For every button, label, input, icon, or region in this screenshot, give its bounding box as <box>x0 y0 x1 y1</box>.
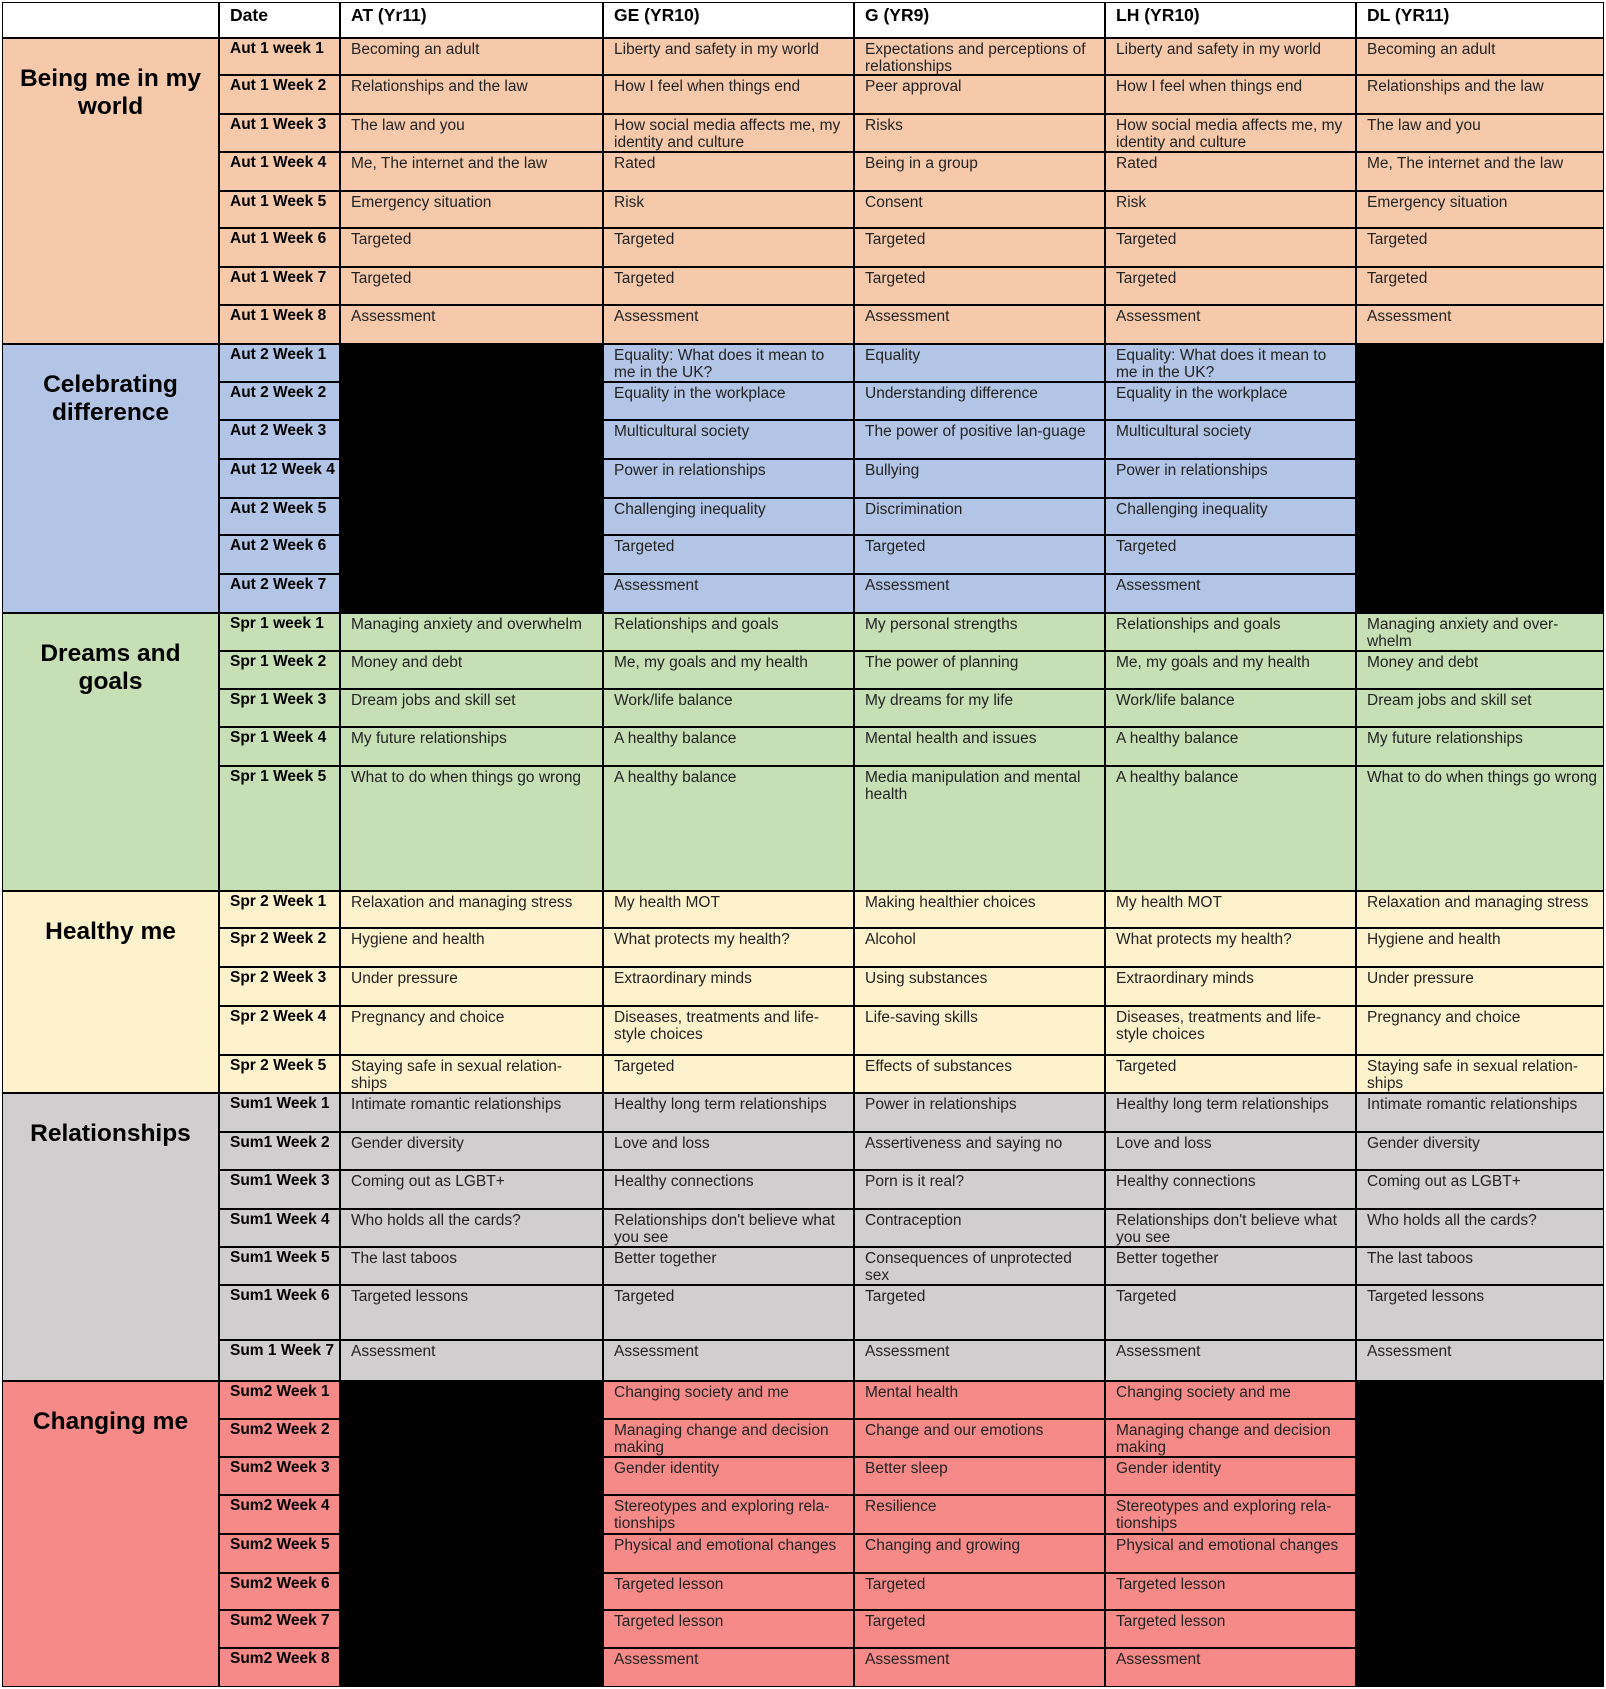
date-cell: Aut 2 Week 6 <box>219 535 340 574</box>
lesson-cell: Staying safe in sexual relation-ships <box>1356 1055 1604 1093</box>
lesson-cell: Stereotypes and exploring rela-tionships <box>603 1495 854 1534</box>
lesson-cell: Intimate romantic relationships <box>1356 1093 1604 1132</box>
section-title: Relationships <box>2 1093 219 1381</box>
date-cell: Sum2 Week 4 <box>219 1495 340 1534</box>
date-cell: Sum1 Week 4 <box>219 1209 340 1247</box>
lesson-cell: Risk <box>1105 191 1356 228</box>
date-cell: Sum2 Week 8 <box>219 1648 340 1687</box>
lesson-cell: Targeted <box>854 1285 1105 1340</box>
lesson-cell: Targeted <box>340 267 603 305</box>
empty-cell <box>340 1495 603 1534</box>
empty-cell <box>1356 459 1604 498</box>
lesson-cell: Discrimination <box>854 498 1105 535</box>
lesson-cell: Contraception <box>854 1209 1105 1247</box>
lesson-cell: Assessment <box>1356 305 1604 344</box>
lesson-cell: Porn is it real? <box>854 1170 1105 1209</box>
lesson-cell: Assessment <box>1105 1340 1356 1381</box>
lesson-cell: Money and debt <box>340 651 603 689</box>
lesson-cell: Assessment <box>854 574 1105 613</box>
lesson-cell: Being in a group <box>854 152 1105 191</box>
date-cell: Aut 1 Week 4 <box>219 152 340 191</box>
date-cell: Sum1 Week 3 <box>219 1170 340 1209</box>
lesson-cell: Making healthier choices <box>854 891 1105 928</box>
lesson-cell: Healthy connections <box>603 1170 854 1209</box>
lesson-cell: Work/life balance <box>603 689 854 727</box>
lesson-cell: Emergency situation <box>340 191 603 228</box>
lesson-cell: Alcohol <box>854 928 1105 967</box>
lesson-cell: Media manipulation and mental health <box>854 766 1105 891</box>
lesson-cell: Multicultural society <box>1105 420 1356 459</box>
lesson-cell: Relationships and the law <box>1356 75 1604 114</box>
header-blank-cell <box>2 2 219 38</box>
lesson-cell: Assessment <box>854 1648 1105 1687</box>
date-cell: Sum1 Week 6 <box>219 1285 340 1340</box>
lesson-cell: Who holds all the cards? <box>340 1209 603 1247</box>
lesson-cell: How I feel when things end <box>1105 75 1356 114</box>
empty-cell <box>1356 1381 1604 1419</box>
lesson-cell: A healthy balance <box>603 727 854 766</box>
lesson-cell: Better together <box>1105 1247 1356 1285</box>
date-cell: Spr 2 Week 5 <box>219 1055 340 1093</box>
lesson-cell: Physical and emotional changes <box>603 1534 854 1573</box>
lesson-cell: Me, The internet and the law <box>340 152 603 191</box>
lesson-cell: A healthy balance <box>603 766 854 891</box>
lesson-cell: What protects my health? <box>1105 928 1356 967</box>
lesson-cell: Better together <box>603 1247 854 1285</box>
lesson-cell: Assessment <box>603 1648 854 1687</box>
lesson-cell: Targeted <box>1105 1055 1356 1093</box>
header-column: AT (Yr11) <box>340 2 603 38</box>
lesson-cell: Managing change and decision making <box>603 1419 854 1457</box>
empty-cell <box>340 1381 603 1419</box>
lesson-cell: The law and you <box>1356 114 1604 152</box>
lesson-cell: Changing society and me <box>603 1381 854 1419</box>
lesson-cell: Me, The internet and the law <box>1356 152 1604 191</box>
lesson-cell: Healthy connections <box>1105 1170 1356 1209</box>
empty-cell <box>340 498 603 535</box>
lesson-cell: Liberty and safety in my world <box>1105 38 1356 75</box>
lesson-cell: Mental health and issues <box>854 727 1105 766</box>
empty-cell <box>340 1648 603 1687</box>
lesson-cell: Effects of substances <box>854 1055 1105 1093</box>
lesson-cell: Bullying <box>854 459 1105 498</box>
lesson-cell: Risk <box>603 191 854 228</box>
date-cell: Aut 12 Week 4 <box>219 459 340 498</box>
header-column: DL (YR11) <box>1356 2 1604 38</box>
lesson-cell: Managing change and decision making <box>1105 1419 1356 1457</box>
lesson-cell: Targeted <box>1105 1285 1356 1340</box>
lesson-cell: Power in relationships <box>1105 459 1356 498</box>
date-cell: Spr 2 Week 2 <box>219 928 340 967</box>
lesson-cell: Understanding difference <box>854 382 1105 420</box>
lesson-cell: Risks <box>854 114 1105 152</box>
lesson-cell: Assessment <box>1105 574 1356 613</box>
lesson-cell: My future relationships <box>340 727 603 766</box>
lesson-cell: Coming out as LGBT+ <box>1356 1170 1604 1209</box>
lesson-cell: Power in relationships <box>854 1093 1105 1132</box>
lesson-cell: My personal strengths <box>854 613 1105 651</box>
lesson-cell: Assessment <box>603 1340 854 1381</box>
lesson-cell: A healthy balance <box>1105 727 1356 766</box>
date-cell: Aut 1 Week 6 <box>219 228 340 267</box>
lesson-cell: Relationships and the law <box>340 75 603 114</box>
lesson-cell: Challenging inequality <box>1105 498 1356 535</box>
lesson-cell: Assessment <box>854 1340 1105 1381</box>
lesson-cell: Change and our emotions <box>854 1419 1105 1457</box>
lesson-cell: Targeted lesson <box>603 1573 854 1610</box>
lesson-cell: Dream jobs and skill set <box>340 689 603 727</box>
empty-cell <box>1356 535 1604 574</box>
lesson-cell: Consequences of unprotected sex <box>854 1247 1105 1285</box>
lesson-cell: Me, my goals and my health <box>603 651 854 689</box>
date-cell: Spr 1 Week 3 <box>219 689 340 727</box>
lesson-cell: Work/life balance <box>1105 689 1356 727</box>
lesson-cell: Pregnancy and choice <box>340 1006 603 1055</box>
lesson-cell: Targeted <box>1105 228 1356 267</box>
date-cell: Sum1 Week 2 <box>219 1132 340 1170</box>
lesson-cell: Money and debt <box>1356 651 1604 689</box>
lesson-cell: Relaxation and managing stress <box>340 891 603 928</box>
lesson-cell: Targeted <box>854 1573 1105 1610</box>
empty-cell <box>1356 1495 1604 1534</box>
lesson-cell: Equality: What does it mean to me in the UK? <box>603 344 854 382</box>
date-cell: Sum2 Week 2 <box>219 1419 340 1457</box>
date-cell: Spr 2 Week 1 <box>219 891 340 928</box>
lesson-cell: Consent <box>854 191 1105 228</box>
lesson-cell: Pregnancy and choice <box>1356 1006 1604 1055</box>
lesson-cell: Coming out as LGBT+ <box>340 1170 603 1209</box>
date-cell: Aut 1 Week 7 <box>219 267 340 305</box>
lesson-cell: Equality <box>854 344 1105 382</box>
lesson-cell: How social media affects me, my identity and culture <box>1105 114 1356 152</box>
date-cell: Spr 1 Week 4 <box>219 727 340 766</box>
lesson-cell: Targeted <box>854 267 1105 305</box>
lesson-cell: Targeted lesson <box>603 1610 854 1648</box>
lesson-cell: Assessment <box>854 305 1105 344</box>
lesson-cell: Targeted lesson <box>1105 1610 1356 1648</box>
lesson-cell: Better sleep <box>854 1457 1105 1495</box>
date-cell: Aut 1 Week 8 <box>219 305 340 344</box>
lesson-cell: My dreams for my life <box>854 689 1105 727</box>
lesson-cell: Stereotypes and exploring rela-tionships <box>1105 1495 1356 1534</box>
date-cell: Spr 1 week 1 <box>219 613 340 651</box>
section-title: Being me in my world <box>2 38 219 344</box>
date-cell: Aut 1 week 1 <box>219 38 340 75</box>
empty-cell <box>340 459 603 498</box>
empty-cell <box>1356 574 1604 613</box>
lesson-cell: Targeted <box>854 1610 1105 1648</box>
lesson-cell: Managing anxiety and over-whelm <box>1356 613 1604 651</box>
lesson-cell: Assessment <box>340 305 603 344</box>
date-cell: Aut 2 Week 2 <box>219 382 340 420</box>
lesson-cell: Extraordinary minds <box>1105 967 1356 1006</box>
lesson-cell: Targeted <box>1105 267 1356 305</box>
lesson-cell: Targeted <box>854 228 1105 267</box>
lesson-cell: Relationships don't believe what you see <box>603 1209 854 1247</box>
header-column: GE (YR10) <box>603 2 854 38</box>
date-cell: Sum2 Week 6 <box>219 1573 340 1610</box>
lesson-cell: Resilience <box>854 1495 1105 1534</box>
lesson-cell: Diseases, treatments and life-style choices <box>603 1006 854 1055</box>
lesson-cell: A healthy balance <box>1105 766 1356 891</box>
lesson-cell: Targeted lessons <box>340 1285 603 1340</box>
lesson-cell: Under pressure <box>340 967 603 1006</box>
lesson-cell: Love and loss <box>603 1132 854 1170</box>
lesson-cell: Power in relationships <box>603 459 854 498</box>
lesson-cell: Gender diversity <box>1356 1132 1604 1170</box>
empty-cell <box>340 344 603 382</box>
header-date: Date <box>219 2 340 38</box>
lesson-cell: Under pressure <box>1356 967 1604 1006</box>
date-cell: Aut 1 Week 2 <box>219 75 340 114</box>
date-cell: Aut 1 Week 5 <box>219 191 340 228</box>
lesson-cell: Becoming an adult <box>340 38 603 75</box>
lesson-cell: Challenging inequality <box>603 498 854 535</box>
lesson-cell: Healthy long term relationships <box>1105 1093 1356 1132</box>
empty-cell <box>1356 1534 1604 1573</box>
date-cell: Sum1 Week 5 <box>219 1247 340 1285</box>
header-column: LH (YR10) <box>1105 2 1356 38</box>
lesson-cell: Emergency situation <box>1356 191 1604 228</box>
lesson-cell: Mental health <box>854 1381 1105 1419</box>
lesson-cell: Assertiveness and saying no <box>854 1132 1105 1170</box>
date-cell: Sum1 Week 1 <box>219 1093 340 1132</box>
lesson-cell: My future relationships <box>1356 727 1604 766</box>
lesson-cell: Liberty and safety in my world <box>603 38 854 75</box>
lesson-cell: Assessment <box>603 305 854 344</box>
lesson-cell: Physical and emotional changes <box>1105 1534 1356 1573</box>
empty-cell <box>1356 1457 1604 1495</box>
lesson-cell: Targeted lesson <box>1105 1573 1356 1610</box>
empty-cell <box>340 535 603 574</box>
lesson-cell: Rated <box>1105 152 1356 191</box>
lesson-cell: What to do when things go wrong <box>340 766 603 891</box>
date-cell: Sum2 Week 3 <box>219 1457 340 1495</box>
date-cell: Spr 2 Week 4 <box>219 1006 340 1055</box>
lesson-cell: Targeted lessons <box>1356 1285 1604 1340</box>
lesson-cell: Equality: What does it mean to me in the UK? <box>1105 344 1356 382</box>
lesson-cell: Dream jobs and skill set <box>1356 689 1604 727</box>
empty-cell <box>340 1573 603 1610</box>
empty-cell <box>1356 1419 1604 1457</box>
empty-cell <box>1356 382 1604 420</box>
lesson-cell: Peer approval <box>854 75 1105 114</box>
header-column: G (YR9) <box>854 2 1105 38</box>
date-cell: Sum2 Week 7 <box>219 1610 340 1648</box>
lesson-cell: Assessment <box>1105 305 1356 344</box>
lesson-cell: Assessment <box>1356 1340 1604 1381</box>
lesson-cell: Hygiene and health <box>1356 928 1604 967</box>
lesson-cell: Rated <box>603 152 854 191</box>
lesson-cell: Assessment <box>340 1340 603 1381</box>
lesson-cell: Targeted <box>603 228 854 267</box>
lesson-cell: Relationships and goals <box>1105 613 1356 651</box>
date-cell: Aut 1 Week 3 <box>219 114 340 152</box>
empty-cell <box>340 382 603 420</box>
date-cell: Sum2 Week 1 <box>219 1381 340 1419</box>
date-cell: Spr 1 Week 5 <box>219 766 340 891</box>
date-cell: Aut 2 Week 5 <box>219 498 340 535</box>
lesson-cell: Extraordinary minds <box>603 967 854 1006</box>
lesson-cell: Targeted <box>1356 228 1604 267</box>
lesson-cell: Assessment <box>603 574 854 613</box>
lesson-cell: Targeted <box>603 267 854 305</box>
empty-cell <box>1356 498 1604 535</box>
section-title: Dreams and goals <box>2 613 219 891</box>
lesson-cell: Changing society and me <box>1105 1381 1356 1419</box>
lesson-cell: The last taboos <box>1356 1247 1604 1285</box>
lesson-cell: My health MOT <box>603 891 854 928</box>
lesson-cell: How social media affects me, my identity and culture <box>603 114 854 152</box>
lesson-cell: Who holds all the cards? <box>1356 1209 1604 1247</box>
lesson-cell: My health MOT <box>1105 891 1356 928</box>
empty-cell <box>1356 344 1604 382</box>
lesson-cell: Diseases, treatments and life-style choices <box>1105 1006 1356 1055</box>
empty-cell <box>1356 1573 1604 1610</box>
empty-cell <box>340 1419 603 1457</box>
lesson-cell: Hygiene and health <box>340 928 603 967</box>
lesson-cell: Targeted <box>1105 535 1356 574</box>
lesson-cell: Using substances <box>854 967 1105 1006</box>
lesson-cell: Targeted <box>340 228 603 267</box>
lesson-cell: Multicultural society <box>603 420 854 459</box>
lesson-cell: What to do when things go wrong <box>1356 766 1604 891</box>
lesson-cell: Becoming an adult <box>1356 38 1604 75</box>
lesson-cell: Assessment <box>1105 1648 1356 1687</box>
empty-cell <box>340 1457 603 1495</box>
lesson-cell: Relationships don't believe what you see <box>1105 1209 1356 1247</box>
empty-cell <box>1356 420 1604 459</box>
lesson-cell: Targeted <box>854 535 1105 574</box>
lesson-cell: Relationships and goals <box>603 613 854 651</box>
lesson-cell: Relaxation and managing stress <box>1356 891 1604 928</box>
lesson-cell: The power of planning <box>854 651 1105 689</box>
date-cell: Aut 2 Week 7 <box>219 574 340 613</box>
lesson-cell: Targeted <box>603 1055 854 1093</box>
lesson-cell: Gender identity <box>1105 1457 1356 1495</box>
lesson-cell: Targeted <box>603 535 854 574</box>
lesson-cell: Targeted <box>1356 267 1604 305</box>
section-title: Celebrating difference <box>2 344 219 613</box>
lesson-cell: The law and you <box>340 114 603 152</box>
section-title: Healthy me <box>2 891 219 1093</box>
empty-cell <box>340 1610 603 1648</box>
date-cell: Sum 1 Week 7 <box>219 1340 340 1381</box>
lesson-cell: How I feel when things end <box>603 75 854 114</box>
date-cell: Sum2 Week 5 <box>219 1534 340 1573</box>
section-title: Changing me <box>2 1381 219 1687</box>
lesson-cell: The last taboos <box>340 1247 603 1285</box>
lesson-cell: Gender diversity <box>340 1132 603 1170</box>
lesson-cell: Me, my goals and my health <box>1105 651 1356 689</box>
empty-cell <box>1356 1610 1604 1648</box>
date-cell: Spr 2 Week 3 <box>219 967 340 1006</box>
lesson-cell: Targeted <box>603 1285 854 1340</box>
lesson-cell: Gender identity <box>603 1457 854 1495</box>
date-cell: Aut 2 Week 3 <box>219 420 340 459</box>
lesson-cell: Equality in the workplace <box>1105 382 1356 420</box>
date-cell: Aut 2 Week 1 <box>219 344 340 382</box>
lesson-cell: What protects my health? <box>603 928 854 967</box>
date-cell: Spr 1 Week 2 <box>219 651 340 689</box>
lesson-cell: Healthy long term relationships <box>603 1093 854 1132</box>
empty-cell <box>340 1534 603 1573</box>
empty-cell <box>340 420 603 459</box>
lesson-cell: Equality in the workplace <box>603 382 854 420</box>
lesson-cell: The power of positive lan-guage <box>854 420 1105 459</box>
lesson-cell: Managing anxiety and overwhelm <box>340 613 603 651</box>
lesson-cell: Staying safe in sexual relation-ships <box>340 1055 603 1093</box>
lesson-cell: Intimate romantic relationships <box>340 1093 603 1132</box>
lesson-cell: Changing and growing <box>854 1534 1105 1573</box>
empty-cell <box>340 574 603 613</box>
empty-cell <box>1356 1648 1604 1687</box>
lesson-cell: Life-saving skills <box>854 1006 1105 1055</box>
lesson-cell: Expectations and perceptions of relationships <box>854 38 1105 75</box>
lesson-cell: Love and loss <box>1105 1132 1356 1170</box>
